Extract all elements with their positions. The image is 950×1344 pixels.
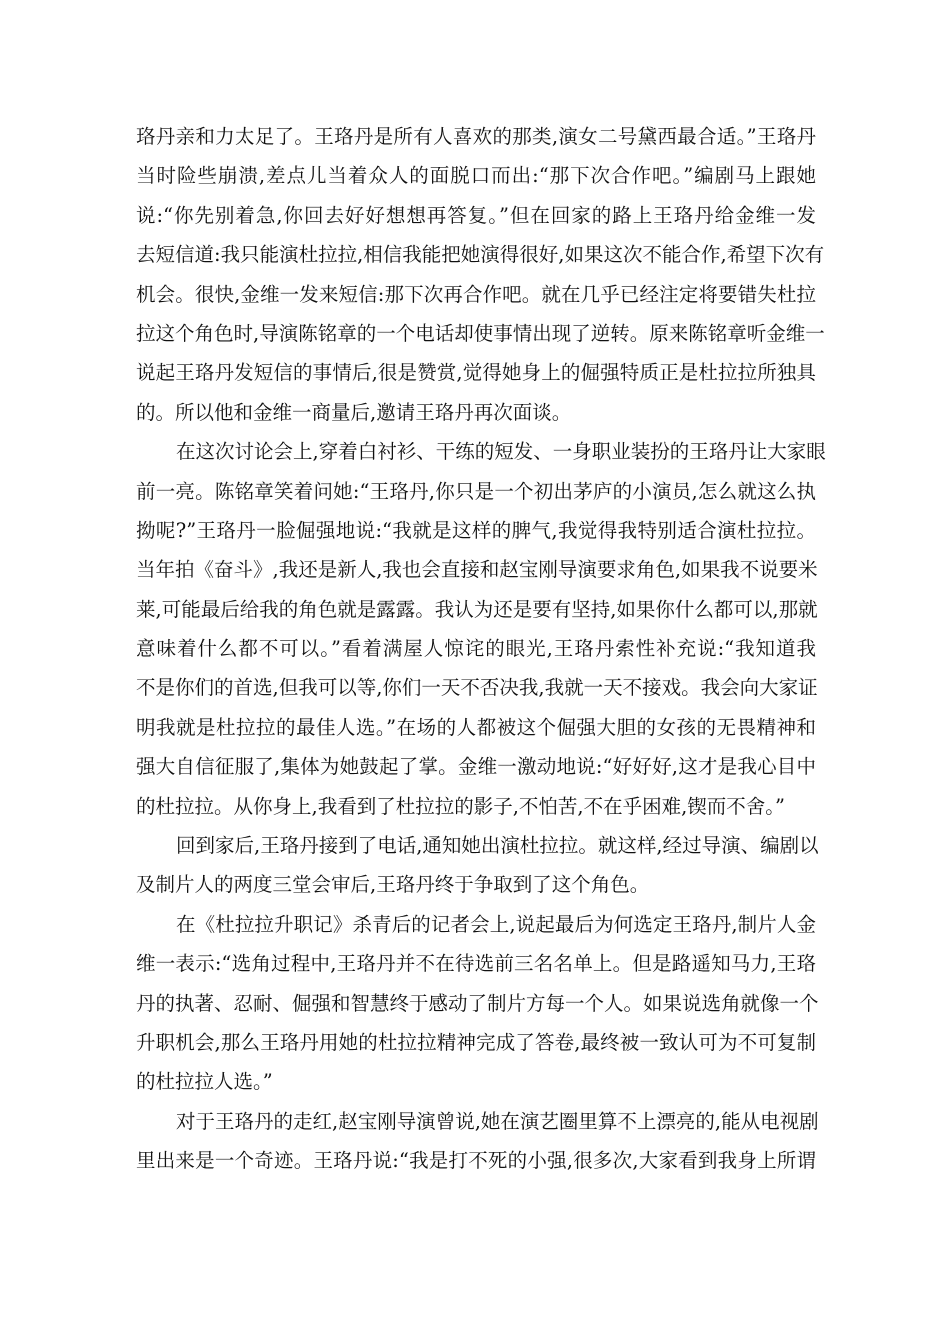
text-line: 当年拍《奋斗》,我还是新人,我也会直接和赵宝刚导演要求角色,如果我不说要米: [136, 558, 818, 582]
paragraph-phone-call: [136, 826, 819, 905]
text-line: 前一亮。陈铭章笑着问她:“王珞丹,你只是一个初出茅庐的小演员,怎么就这么执: [136, 479, 816, 503]
text-line: 的杜拉拉人选。”: [136, 1070, 273, 1094]
text-line: 说起王珞丹发短信的事情后,很是赞赏,觉得她身上的倔强特质正是杜拉拉所独具: [136, 361, 816, 385]
text-line: 在这次讨论会上,穿着白衬衫、干练的短发、一身职业装扮的王珞丹让大家眼: [176, 440, 826, 464]
text-line: 对于王珞丹的走红,赵宝刚导演曾说,她在演艺圈里算不上漂亮的,能从电视剧: [176, 1109, 819, 1133]
text-line: 及制片人的两度三堂会审后,王珞丹终于争取到了这个角色。: [136, 873, 650, 897]
text-line: 莱,可能最后给我的角色就是露露。我认为还是要有坚持,如果你什么都可以,那就: [136, 597, 818, 621]
text-line: 里出来是一个奇迹。王珞丹说:“我是打不死的小强,很多次,大家看到我身上所谓: [136, 1149, 816, 1173]
article-body: [136, 117, 826, 1181]
text-line: 意味着什么都不可以。”看着满屋人惊诧的眼光,王珞丹索性补充说:“我知道我: [136, 637, 816, 661]
text-line: 的杜拉拉。从你身上,我看到了杜拉拉的影子,不怕苦,不在乎困难,锲而不舍。”: [136, 794, 786, 818]
text-line: 当时险些崩溃,差点儿当着众人的面脱口而出:“那下次合作吧。”编剧马上跟她: [136, 164, 816, 188]
text-line: 明我就是杜拉拉的最佳人选。”在场的人都被这个倔强大胆的女孩的无畏精神和: [136, 715, 816, 739]
text-line: 在《杜拉拉升职记》杀青后的记者会上,说起最后为何选定王珞丹,制片人金: [176, 912, 816, 936]
text-line: 去短信道:我只能演杜拉拉,相信我能把她演得很好,如果这次不能合作,希望下次有: [136, 243, 825, 267]
text-line: 拗呢?”王珞丹一脸倔强地说:“我就是这样的脾气,我觉得我特别适合演杜拉拉。: [136, 518, 816, 542]
text-line: 强大自信征服了,集体为她鼓起了掌。金维一激动地说:“好好好,这才是我心目中: [136, 755, 816, 779]
text-line: 升职机会,那么王珞丹用她的杜拉拉精神完成了答卷,最终被一致认可为不可复制: [136, 1030, 816, 1054]
text-line: 珞丹亲和力太足了。王珞丹是所有人喜欢的那类,演女二号黛西最合适。”王珞丹: [136, 125, 816, 148]
text-line: 说:“你先别着急,你回去好好想想再答复。”但在回家的路上王珞丹给金维一发: [136, 203, 816, 227]
text-line: 回到家后,王珞丹接到了电话,通知她出演杜拉拉。就这样,经过导演、编剧以: [176, 834, 819, 858]
paragraph-discussion: [136, 432, 826, 826]
text-line: 维一表示:“选角过程中,王珞丹并不在待选前三名名单上。但是路遥知马力,王珞: [136, 952, 816, 976]
paragraph-continuation: [136, 117, 825, 432]
text-line: 拉这个角色时,导演陈铭章的一个电话却使事情出现了逆转。原来陈铭章听金维一: [136, 321, 825, 345]
text-line: 机会。很快,金维一发来短信:那下次再合作吧。就在几乎已经注定将要错失杜拉: [136, 282, 816, 306]
paragraph-success: [136, 1102, 819, 1181]
text-line: 的。所以他和金维一商量后,邀请王珞丹再次面谈。: [136, 400, 572, 424]
paragraph-press-conference: [136, 905, 819, 1102]
text-line: 不是你们的首选,但我可以等,你们一天不否决我,我就一天不接戏。我会向大家证: [136, 676, 818, 700]
text-line: 丹的执著、忍耐、倔强和智慧终于感动了制片方每一个人。如果说选角就像一个: [136, 991, 819, 1015]
